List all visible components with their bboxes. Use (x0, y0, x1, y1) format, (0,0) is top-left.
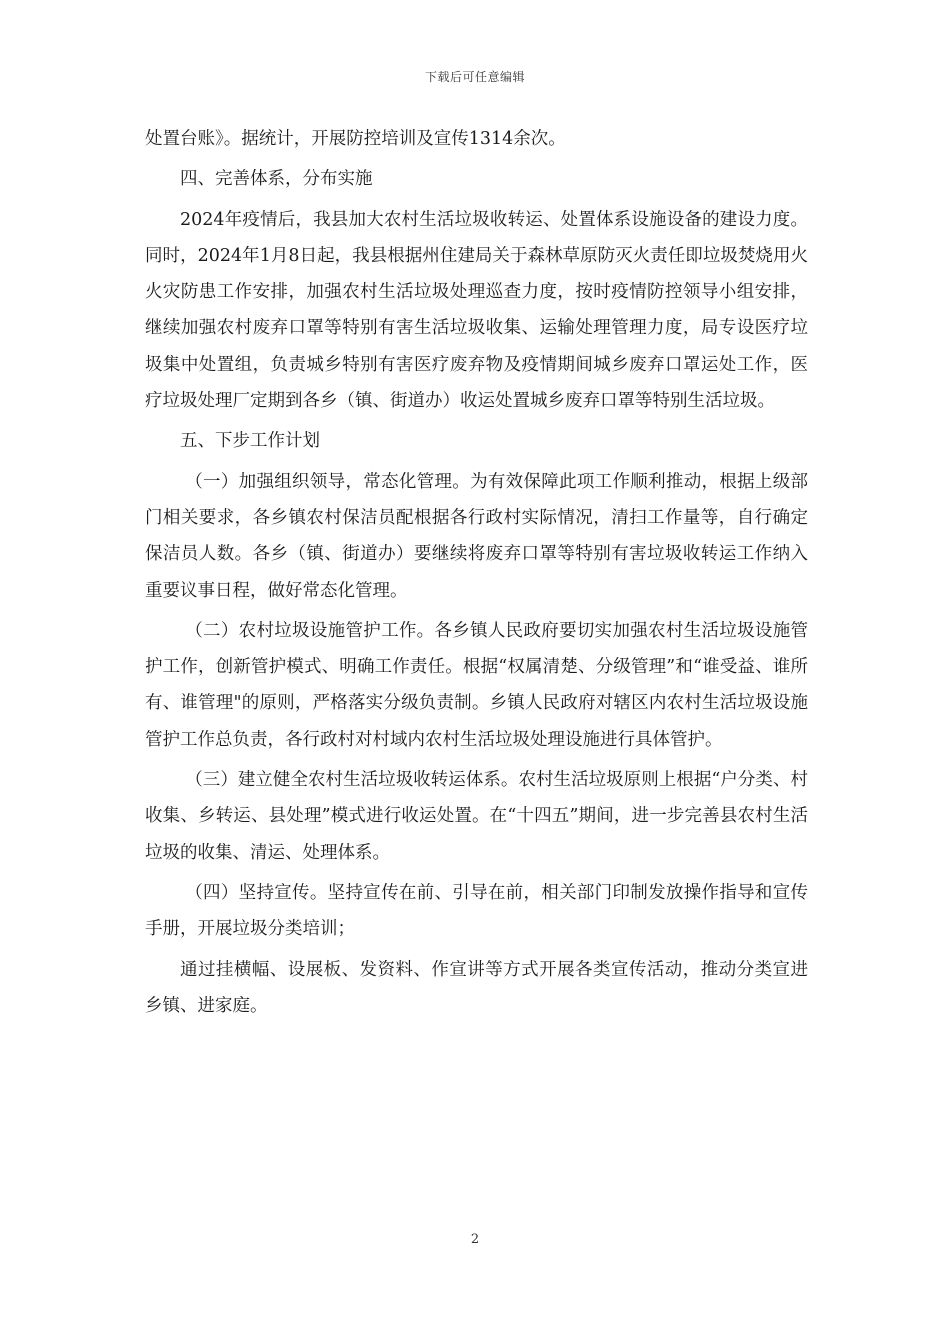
section-heading-5: 五、下步工作计划 (180, 431, 320, 452)
paragraph-plan-1: （一）加强组织领导，常态化管理。为有效保障此项工作顺利推动，根据上级部门相关要求，各乡镇农村保洁员配根据各行政村实际情况，清扫工作量等，自行确定保洁员人数。各乡（镇、街道办）要继续将废弃口罩等特别有害垃圾收转运工作纳入重要议事日程，做好常态化管理。 (145, 471, 808, 601)
paragraph-section-4-body: 2024年疫情后，我县加大农村生活垃圾收转运、处置体系设施设备的建设力度。同时，2024年1月8日起，我县根据州住建局关于森林草原防灭火责任即垃圾焚烧用火火灾防患工作安排，加强农村生活垃圾处理巡查力度，按时疫情防控领导小组安排，继续加强农村废弃口罩等特别有害生活垃圾收集、运输处理管理力度，局专设医疗垃圾集中处置组，负责城乡特别有害医疗废弃物及疫情期间城乡废弃口罩运处工作，医疗垃圾处理厂定期到各乡（镇、街道办）收运处置城乡废弃口罩等特别生活垃圾。 (145, 209, 808, 412)
paragraph-plan-4-continued: 通过挂横幅、设展板、发资料、作宣讲等方式开展各类宣传活动，推动分类宣进乡镇、进家庭。 (145, 959, 808, 1016)
section-heading-4: 四、完善体系，分布实施 (180, 169, 373, 190)
paragraph-plan-3: （三）建立健全农村生活垃圾收转运体系。农村生活垃圾原则上根据“户分类、村收集、乡转运、县处理”模式进行收运处置。在“十四五”期间，进一步完善县农村生活垃圾的收集、清运、处理体系。 (145, 770, 808, 863)
page-header: 下载后可任意编辑 (424, 70, 525, 84)
page-number: 2 (470, 1232, 480, 1247)
paragraph-continuation: 处置台账》。据统计，开展防控培训及宣传1314余次。 (145, 129, 566, 149)
paragraph-plan-4: （四）坚持宣传。坚持宣传在前、引导在前，相关部门印制发放操作指导和宣传手册，开展垃圾分类培训； (145, 882, 808, 940)
paragraph-plan-2: （二）农村垃圾设施管护工作。各乡镇人民政府要切实加强农村生活垃圾设施管护工作，创新管护模式、明确工作责任。根据“权属清楚、分级管理”和“谁受益、谁所有、谁管理"的原则，严格落实分级负责制。乡镇人民政府对辖区内农村生活垃圾设施管护工作总负责，各行政村对村域内农村生活垃圾处理设施进行具体管护。 (145, 620, 808, 750)
document-body (145, 121, 808, 1024)
